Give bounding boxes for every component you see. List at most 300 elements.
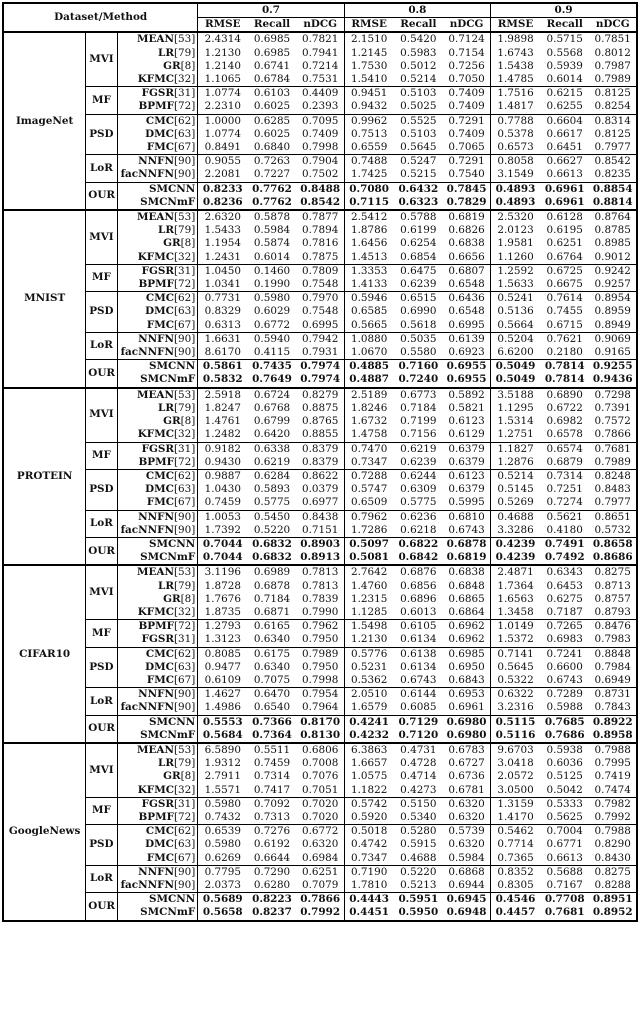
table-row xyxy=(3,743,637,757)
value-cell: 0.6840 xyxy=(253,141,291,154)
value-cell: 0.7004 xyxy=(540,825,589,839)
value-cell: 1.4513 xyxy=(350,250,388,263)
method-cell xyxy=(117,73,198,87)
value-cell: 0.7151 xyxy=(297,524,344,538)
method-cell xyxy=(117,373,198,387)
value-cell: 0.6144 xyxy=(394,688,443,702)
method-cell xyxy=(117,346,198,360)
value-cell: 0.6725 xyxy=(540,264,589,278)
method-cell xyxy=(117,580,198,593)
value-cell: 0.7877 xyxy=(297,210,344,224)
method-cell xyxy=(117,32,198,46)
value-cell: 0.5115 xyxy=(491,715,540,729)
method-name: CMC xyxy=(145,114,174,127)
value-cell: 1.5633 xyxy=(497,278,534,291)
value-cell: 0.8085 xyxy=(198,647,247,661)
value-cell: 0.7364 xyxy=(252,728,292,741)
value-cell: 0.4239 xyxy=(495,551,536,564)
value-cell: 0.6962 xyxy=(443,620,490,634)
method-name: LR xyxy=(158,757,174,770)
method-cell xyxy=(117,305,198,318)
value-cell: 0.5645 xyxy=(400,141,437,154)
value-cell: 0.7977 xyxy=(594,496,631,509)
value-cell: 0.7531 xyxy=(297,73,344,87)
value-cell: 3.3286 xyxy=(497,523,534,536)
group-label: OUR xyxy=(86,182,117,210)
method-citation: [31] xyxy=(173,633,196,646)
value-cell: 0.6340 xyxy=(253,660,291,673)
value-cell: 0.8305 xyxy=(497,879,534,891)
dataset-label: MNIST xyxy=(3,210,86,388)
method-name: DMC xyxy=(145,127,174,140)
method-name: SMCNN xyxy=(149,360,196,373)
value-cell: 0.7513 xyxy=(350,127,388,140)
value-cell: 0.5049 xyxy=(491,360,540,374)
dataset-label: ImageNet xyxy=(3,32,86,210)
value-cell: 1.0880 xyxy=(344,332,393,346)
value-cell: 0.7079 xyxy=(297,879,344,893)
method-cell xyxy=(117,661,198,674)
value-cell: 0.6165 xyxy=(247,620,296,634)
value-cell: 0.4180 xyxy=(546,523,583,536)
value-cell: 0.6340 xyxy=(253,633,291,646)
value-cell: 0.6322 xyxy=(491,688,540,702)
value-cell: 0.7904 xyxy=(297,155,344,169)
method-name: FMC xyxy=(146,851,174,864)
value-cell: 0.4728 xyxy=(400,757,437,770)
value-cell: 0.6990 xyxy=(400,305,437,318)
value-cell: 0.7409 xyxy=(443,128,490,141)
method-citation: [8] xyxy=(180,415,196,428)
value-cell: 0.5988 xyxy=(546,701,583,714)
value-cell: 1.6657 xyxy=(350,757,388,770)
method-cell xyxy=(117,402,198,415)
method-citation: [72] xyxy=(173,620,196,633)
value-cell: 0.7419 xyxy=(594,770,631,783)
value-cell: 0.5665 xyxy=(350,318,388,331)
value-cell: 0.8352 xyxy=(491,865,540,879)
value-cell: 0.8130 xyxy=(297,729,344,743)
value-cell: 1.5372 xyxy=(497,633,534,646)
value-cell: 0.6123 xyxy=(443,415,490,428)
value-cell: 0.6878 xyxy=(443,537,490,551)
method-name: FMC xyxy=(146,318,174,331)
value-cell: 0.6014 xyxy=(546,73,583,86)
group-label: MF xyxy=(86,442,117,469)
table-row xyxy=(3,537,637,551)
value-cell: 0.8854 xyxy=(589,182,637,196)
method-citation: [72] xyxy=(173,810,196,823)
method-cell xyxy=(117,168,198,182)
value-cell: 0.6539 xyxy=(198,825,247,839)
value-cell: 0.6134 xyxy=(400,660,437,673)
value-cell: 0.7474 xyxy=(594,783,631,796)
group-label: PSD xyxy=(86,292,117,333)
group-label: MF xyxy=(86,87,117,114)
value-cell: 2.7642 xyxy=(344,565,393,579)
value-cell: 0.6955 xyxy=(443,360,490,374)
value-cell: 0.5878 xyxy=(247,210,296,224)
value-cell: 0.7020 xyxy=(297,797,344,811)
value-cell: 0.6953 xyxy=(443,688,490,702)
table-row xyxy=(3,825,637,839)
method-cell xyxy=(117,879,198,893)
value-cell: 0.7983 xyxy=(594,633,631,646)
value-cell: 1.0774 xyxy=(204,127,241,140)
method-citation: [8] xyxy=(180,592,196,605)
value-cell: 1.6732 xyxy=(350,415,388,428)
value-cell: 0.7459 xyxy=(253,757,291,770)
method-citation: [53] xyxy=(173,33,196,46)
results-table xyxy=(2,2,638,922)
value-cell: 0.5625 xyxy=(546,810,583,823)
value-cell: 0.6285 xyxy=(247,114,296,128)
value-cell: 0.6036 xyxy=(546,757,583,770)
value-cell: 2.4871 xyxy=(491,565,540,579)
method-citation: [32] xyxy=(173,73,196,86)
value-cell: 0.5568 xyxy=(546,46,583,59)
value-cell: 6.5890 xyxy=(198,743,247,757)
value-cell: 0.6985 xyxy=(247,32,296,46)
value-cell: 0.5664 xyxy=(497,318,534,331)
value-cell: 0.6838 xyxy=(443,565,490,579)
value-cell: 0.7075 xyxy=(253,673,291,686)
method-citation: [90] xyxy=(173,701,196,714)
value-cell: 0.8488 xyxy=(297,182,344,196)
method-citation: [90] xyxy=(173,510,196,523)
value-cell: 0.8012 xyxy=(594,46,631,59)
value-cell: 0.6772 xyxy=(253,318,291,331)
value-cell: 0.6215 xyxy=(540,87,589,101)
value-cell: 0.9430 xyxy=(204,455,241,468)
value-cell: 1.6456 xyxy=(350,237,388,250)
value-cell: 0.7813 xyxy=(297,565,344,579)
value-cell: 0.7314 xyxy=(253,770,291,783)
value-cell: 0.6826 xyxy=(443,224,490,237)
value-cell: 1.0053 xyxy=(198,510,247,524)
table-row xyxy=(3,565,637,579)
value-cell: 0.7435 xyxy=(247,360,296,374)
value-cell: 0.9451 xyxy=(344,87,393,101)
value-cell: 0.5204 xyxy=(491,332,540,346)
method-cell xyxy=(117,893,198,907)
value-cell: 0.8658 xyxy=(589,537,637,551)
value-cell: 0.7548 xyxy=(297,305,344,318)
value-cell: 0.4546 xyxy=(491,893,540,907)
value-cell: 0.6945 xyxy=(443,893,490,907)
method-name: CMC xyxy=(145,825,174,838)
method-name: DMC xyxy=(145,483,174,496)
value-cell: 0.6876 xyxy=(394,565,443,579)
method-citation: [79] xyxy=(173,46,196,59)
value-cell: 0.6025 xyxy=(253,127,291,140)
method-citation: [67] xyxy=(173,496,196,509)
method-citation: [32] xyxy=(173,783,196,796)
value-cell: 0.6604 xyxy=(540,114,589,128)
value-cell: 0.5220 xyxy=(394,865,443,879)
value-cell: 0.5081 xyxy=(349,551,390,564)
value-cell: 1.8246 xyxy=(350,401,388,414)
value-cell: 0.9242 xyxy=(589,264,637,278)
method-name: KFMC xyxy=(137,605,174,618)
method-name: MEAN xyxy=(136,388,174,401)
method-cell xyxy=(117,838,198,851)
method-cell xyxy=(117,428,198,442)
value-cell: 0.6773 xyxy=(394,388,443,402)
value-cell: 0.9055 xyxy=(198,155,247,169)
value-cell: 0.7942 xyxy=(297,332,344,346)
value-cell: 0.7240 xyxy=(398,373,439,386)
method-name: GR xyxy=(163,415,181,428)
value-cell: 0.7154 xyxy=(443,47,490,60)
method-citation: [90] xyxy=(173,332,196,345)
value-cell: 0.7488 xyxy=(344,155,393,169)
value-cell: 0.6724 xyxy=(247,388,296,402)
value-cell: 1.7286 xyxy=(350,523,388,536)
method-name: NNFN xyxy=(138,332,174,345)
value-cell: 0.6962 xyxy=(443,633,490,647)
value-cell: 0.6741 xyxy=(253,59,291,72)
method-name: SMCNN xyxy=(149,537,196,550)
value-cell: 0.4893 xyxy=(495,195,536,208)
value-cell: 0.8686 xyxy=(592,551,633,564)
value-cell: 2.5320 xyxy=(491,210,540,224)
method-cell xyxy=(117,100,198,114)
header-ratio-0-7: 0.7 xyxy=(198,3,344,18)
method-name: FGSR xyxy=(141,442,174,455)
value-cell: 1.7676 xyxy=(204,592,241,605)
value-cell: 0.5012 xyxy=(400,59,437,72)
value-cell: 0.4457 xyxy=(495,906,536,919)
header-corner: Dataset/Method xyxy=(3,3,198,32)
method-citation: [90] xyxy=(173,879,196,891)
value-cell: 0.7540 xyxy=(443,168,490,182)
value-cell: 0.6722 xyxy=(546,401,583,414)
value-cell: 0.7491 xyxy=(540,537,589,551)
value-cell: 0.7365 xyxy=(497,851,534,864)
value-cell: 0.5049 xyxy=(495,373,536,386)
value-cell: 0.6014 xyxy=(253,250,291,263)
group-label: OUR xyxy=(86,715,117,743)
value-cell: 0.5378 xyxy=(497,127,534,140)
value-cell: 0.7409 xyxy=(443,87,490,101)
value-cell: 0.5553 xyxy=(198,715,247,729)
value-cell: 0.6103 xyxy=(247,87,296,101)
value-cell: 0.7681 xyxy=(589,442,637,456)
value-cell: 0.5715 xyxy=(540,32,589,46)
value-cell: 1.8247 xyxy=(204,401,241,414)
value-cell: 0.7065 xyxy=(443,141,490,155)
value-cell: 0.7809 xyxy=(297,264,344,278)
value-cell: 3.0500 xyxy=(497,783,534,796)
value-cell: 0.6548 xyxy=(443,305,490,318)
value-cell: 3.1549 xyxy=(497,168,534,181)
method-cell xyxy=(117,770,198,783)
value-cell: 0.6585 xyxy=(350,305,388,318)
value-cell: 1.8786 xyxy=(350,224,388,237)
method-cell xyxy=(117,141,198,155)
value-cell: 0.8954 xyxy=(589,292,637,306)
value-cell: 0.5938 xyxy=(540,743,589,757)
value-cell: 0.9887 xyxy=(198,469,247,483)
method-citation: [32] xyxy=(173,605,196,618)
value-cell: 0.4893 xyxy=(491,182,540,196)
method-name: SMCNN xyxy=(149,182,196,195)
value-cell: 0.7762 xyxy=(247,182,296,196)
value-cell: 1.9898 xyxy=(491,32,540,46)
value-cell: 1.7810 xyxy=(350,879,388,891)
value-cell: 3.0418 xyxy=(497,757,534,770)
value-cell: 0.5915 xyxy=(400,838,437,851)
method-citation: [90] xyxy=(173,688,196,701)
method-cell xyxy=(117,128,198,141)
method-citation: [63] xyxy=(173,838,196,851)
header-ratio-0-8: 0.8 xyxy=(344,3,490,18)
value-cell: 0.6284 xyxy=(247,469,296,483)
value-cell: 1.7530 xyxy=(350,59,388,72)
value-cell: 0.7950 xyxy=(297,661,344,674)
value-cell: 0.7989 xyxy=(594,73,631,86)
value-cell: 0.5362 xyxy=(350,673,388,686)
value-cell: 0.6013 xyxy=(400,605,437,618)
value-cell: 1.6563 xyxy=(497,592,534,605)
value-cell: 0.4443 xyxy=(344,893,393,907)
value-cell: 0.6251 xyxy=(297,865,344,879)
value-cell: 0.7988 xyxy=(589,825,637,839)
value-cell: 0.7347 xyxy=(350,851,388,864)
value-cell: 0.8236 xyxy=(202,195,243,208)
value-cell: 0.6955 xyxy=(443,373,490,387)
value-cell: 0.7989 xyxy=(297,647,344,661)
value-cell: 0.5097 xyxy=(344,537,393,551)
value-cell: 0.8765 xyxy=(297,415,344,428)
value-cell: 0.8275 xyxy=(589,865,637,879)
value-cell: 0.6879 xyxy=(546,455,583,468)
value-cell: 0.5951 xyxy=(394,893,443,907)
value-cell: 0.7998 xyxy=(297,674,344,688)
value-cell: 0.7008 xyxy=(297,757,344,770)
value-cell: 1.4760 xyxy=(350,579,388,592)
method-cell xyxy=(117,155,198,169)
method-name: SMCNmF xyxy=(140,728,196,741)
method-citation: [90] xyxy=(173,523,196,536)
value-cell: 0.6856 xyxy=(400,579,437,592)
method-citation: [72] xyxy=(173,455,196,468)
value-cell: 1.5571 xyxy=(204,783,241,796)
value-cell: 0.9432 xyxy=(350,100,388,113)
value-cell: 2.0572 xyxy=(497,770,534,783)
value-cell: 0.7129 xyxy=(394,715,443,729)
value-cell: 0.5739 xyxy=(443,825,490,839)
value-cell: 6.3863 xyxy=(344,743,393,757)
value-cell: 0.8248 xyxy=(589,469,637,483)
value-cell: 0.7714 xyxy=(497,838,534,851)
value-cell: 0.5136 xyxy=(497,305,534,318)
value-cell: 0.7263 xyxy=(247,155,296,169)
group-label: MVI xyxy=(86,210,117,264)
table-row xyxy=(3,360,637,374)
value-cell: 0.8438 xyxy=(297,510,344,524)
value-cell: 1.9312 xyxy=(204,757,241,770)
value-cell: 0.7685 xyxy=(540,715,589,729)
value-cell: 0.5940 xyxy=(247,332,296,346)
value-cell: 0.6980 xyxy=(443,715,490,729)
table-row xyxy=(3,155,637,169)
value-cell: 0.6764 xyxy=(546,250,583,263)
table-row xyxy=(3,182,637,196)
value-cell: 0.7954 xyxy=(297,688,344,702)
value-cell: 0.7816 xyxy=(297,237,344,250)
group-label: MVI xyxy=(86,743,117,797)
value-cell: 2.5412 xyxy=(344,210,393,224)
value-cell: 0.6255 xyxy=(546,100,583,113)
method-name: NNFN xyxy=(138,865,174,878)
value-cell: 1.5498 xyxy=(344,620,393,634)
value-cell: 0.7821 xyxy=(297,32,344,46)
value-cell: 1.1285 xyxy=(350,605,388,618)
method-cell xyxy=(117,729,198,743)
value-cell: 0.8651 xyxy=(589,510,637,524)
value-cell: 0.4241 xyxy=(344,715,393,729)
value-cell: 0.9069 xyxy=(589,332,637,346)
method-name: FMC xyxy=(146,496,174,509)
value-cell: 0.7989 xyxy=(594,455,631,468)
value-cell: 0.8875 xyxy=(297,402,344,415)
value-cell: 0.6768 xyxy=(253,401,291,414)
table-row xyxy=(3,647,637,661)
value-cell: 0.8483 xyxy=(594,483,631,496)
group-label: LoR xyxy=(86,688,117,715)
value-cell: 0.6432 xyxy=(394,182,443,196)
method-name: BPMF xyxy=(138,278,174,291)
value-cell: 0.7941 xyxy=(297,47,344,60)
value-cell: 0.4239 xyxy=(491,537,540,551)
value-cell: 0.6656 xyxy=(443,251,490,265)
value-cell: 0.5980 xyxy=(247,292,296,306)
value-cell: 1.2751 xyxy=(497,428,534,441)
value-cell: 0.6218 xyxy=(400,523,437,536)
method-citation: [62] xyxy=(173,114,196,127)
group-label: OUR xyxy=(86,893,117,921)
value-cell: 1.0774 xyxy=(198,87,247,101)
group-label: LoR xyxy=(86,155,117,182)
method-citation: [32] xyxy=(173,250,196,263)
value-cell: 0.6540 xyxy=(253,701,291,714)
header-ratio-0-9: 0.9 xyxy=(491,3,637,18)
value-cell: 0.8288 xyxy=(594,879,631,891)
value-cell: 0.6138 xyxy=(394,647,443,661)
method-name: KFMC xyxy=(137,250,174,263)
method-cell xyxy=(117,825,198,839)
results-table-container xyxy=(2,2,638,922)
value-cell: 0.6743 xyxy=(443,524,490,538)
method-citation: [31] xyxy=(173,442,196,455)
method-citation: [31] xyxy=(173,797,196,810)
value-cell: 0.7366 xyxy=(247,715,296,729)
value-cell: 2.4314 xyxy=(198,32,247,46)
value-cell: 0.7992 xyxy=(297,906,344,920)
value-cell: 0.8949 xyxy=(594,318,631,331)
value-cell: 0.7409 xyxy=(297,128,344,141)
value-cell: 0.6944 xyxy=(443,879,490,893)
value-cell: 1.6631 xyxy=(198,332,247,346)
value-cell: 0.6842 xyxy=(398,551,439,564)
value-cell: 0.5995 xyxy=(443,496,490,510)
value-cell: 0.6029 xyxy=(253,305,291,318)
value-cell: 0.7167 xyxy=(546,879,583,891)
value-cell: 0.6600 xyxy=(546,660,583,673)
method-name: BPMF xyxy=(138,620,174,633)
